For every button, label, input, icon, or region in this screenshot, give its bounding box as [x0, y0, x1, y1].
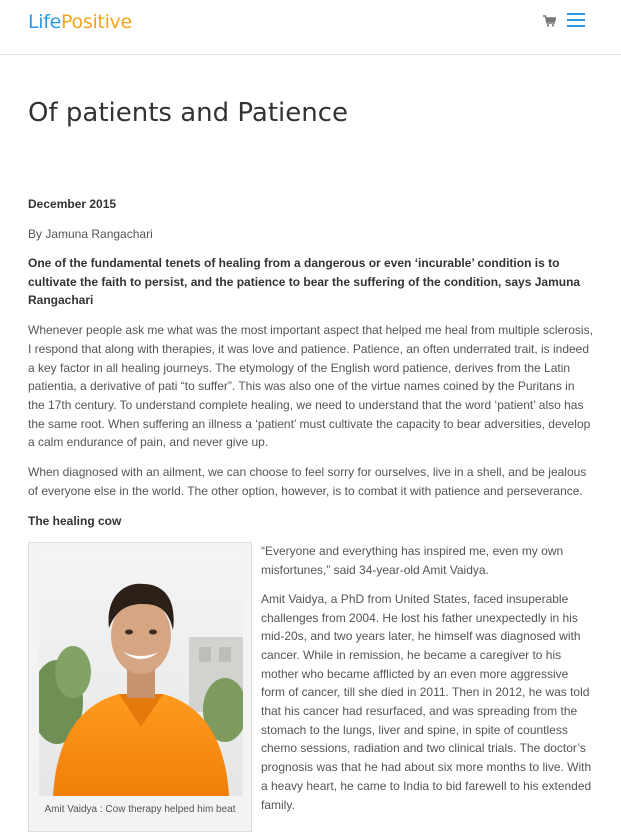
- site-logo[interactable]: [28, 11, 132, 33]
- side-paragraph-1: “Everyone and everything has inspired me, even my own misfortunes,” said 34-year-old Amit Vaidya.: [261, 544, 564, 578]
- logo-life-text: Life: [28, 11, 62, 33]
- article-paragraph-1: Whenever people ask me what was the most important aspect that helped me heal from multiple sclerosis, I respond that along with therapies, it was love and patience. Patience, an often underrated trait, is indeed a key factor in all healing journeys. The etymology of the English word patience, derives from the Latin patientia, a derivative of pati “to suffer”. This was also one of the virtue names coined by the Puritans in the 17th century. To understand complete healing, we need to understand that the word ‘patient’ also has the same root. When suffering an illness a ‘patient’ must cultivate the capacity to bear adversities, develop a calm endurance of pain, and never give up.: [28, 323, 593, 450]
- article-paragraph-2: When diagnosed with an ailment, we can choose to feel sorry for ourselves, live in a shell, and be jealous of everyone else in the world. The other option, however, is to combat it with patience and perseverance.: [28, 465, 587, 498]
- article-byline: By Jamuna Rangachari: [28, 227, 153, 241]
- cart-icon[interactable]: [543, 15, 556, 27]
- side-paragraph-2: Amit Vaidya, a PhD from United States, faced insuperable challenges from 2004. He lost his father unexpectedly in his mid-20s, and two years later, he himself was diagnosed with cancer. While in remission, he became a caregiver to his mother who became afflicted by an even more aggressive form of cancer, till she died in 2011. Then in 2012, he was told that his cancer had resurfaced, and was spreading from the stomach to the lungs, liver and spine, in spite of countless chemo sessions, radiation and two clinical trials. The doctor’s prognosis was that he had about six more months to live. With a heavy heart, he came to India to bid farewell to his extended family.: [261, 591, 592, 812]
- logo-positive-text: Positive: [61, 11, 132, 33]
- menu-icon[interactable]: [567, 13, 585, 29]
- side-text: [261, 542, 593, 832]
- figure-caption: Amit Vaidya : Cow therapy helped him beat: [44, 804, 236, 816]
- site-header: [0, 0, 621, 55]
- article-date: December 2015: [28, 197, 117, 211]
- article: [0, 55, 621, 832]
- person-photo: [39, 552, 243, 796]
- section-subhead: The healing cow: [28, 514, 122, 529]
- article-lead: One of the fundamental tenets of healing from a dangerous or even ‘incurable’ condition is to cultivate the faith to persist, and the patience to bear the suffering of the condition, says Jamuna Rangachari: [28, 256, 581, 308]
- article-figure: [28, 542, 252, 832]
- figure-row: [28, 542, 593, 832]
- page-title: Of patients and Patience: [28, 98, 349, 128]
